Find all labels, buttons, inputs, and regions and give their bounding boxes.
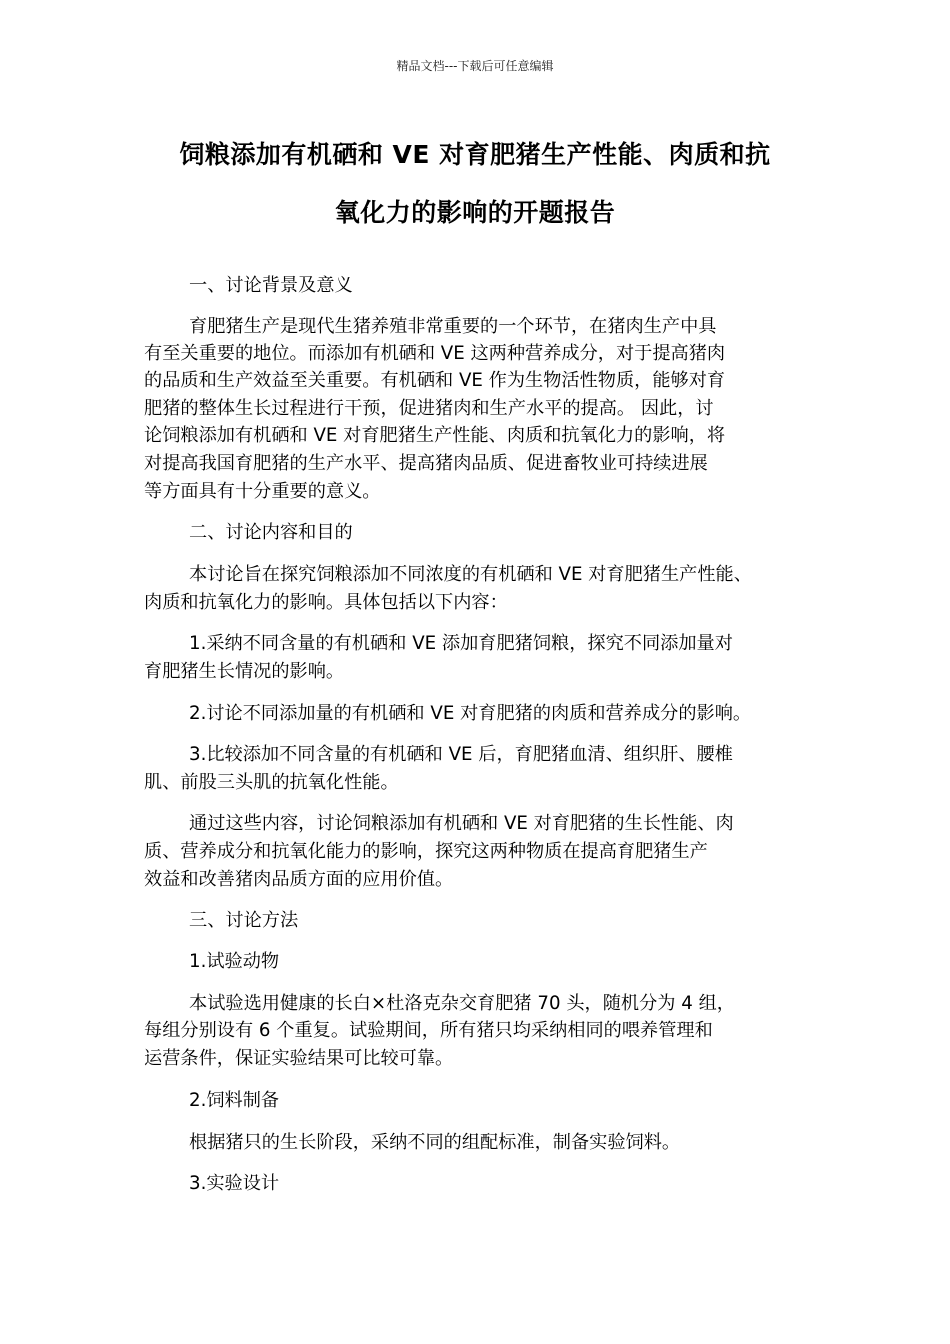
section-heading-content: 二、讨论内容和目的: [189, 522, 353, 543]
paragraph-line: 肉质和抗氧化力的影响。具体包括以下内容：: [144, 592, 508, 613]
paragraph-line: 质、营养成分和抗氧化能力的影响，探究这两种物质在提高育肥猪生产: [144, 841, 708, 862]
subsection-heading: 3.实验设计: [189, 1173, 280, 1194]
paragraph-line: 有至关重要的地位。而添加有机硒和 VE 这两种营养成分，对于提高猪肉: [144, 343, 726, 364]
paragraph-line: 本试验选用健康的长白×杜洛克杂交育肥猪 70 头，随机分为 4 组，: [189, 993, 735, 1014]
list-item-line: 育肥猪生长情况的影响。: [144, 661, 345, 682]
paragraph-line: 每组分别设有 6 个重复。试验期间，所有猪只均采纳相同的喂养管理和: [144, 1020, 713, 1041]
section-heading-background: 一、讨论背景及意义: [189, 275, 353, 296]
list-item-line: 1.采纳不同含量的有机硒和 VE 添加育肥猪饲粮，探究不同添加量对: [189, 633, 733, 654]
section-heading-methods: 三、讨论方法: [189, 910, 299, 931]
paragraph-line: 等方面具有十分重要的意义。: [144, 481, 381, 502]
page-header-watermark: 精品文档---下载后可任意编辑: [396, 59, 554, 73]
list-item-line: 肌、前股三头肌的抗氧化性能。: [144, 772, 399, 793]
subsection-heading: 2.饲料制备: [189, 1090, 280, 1111]
document-title-line-1: 饲粮添加有机硒和 VE 对育肥猪生产性能、肉质和抗: [179, 140, 771, 169]
paragraph-line: 育肥猪生产是现代生猪养殖非常重要的一个环节，在猪肉生产中具: [189, 316, 717, 337]
paragraph-line: 的品质和生产效益至关重要。有机硒和 VE 作为生物活性物质，能够对育: [144, 370, 726, 391]
paragraph-line: 根据猪只的生长阶段，采纳不同的组配标准，制备实验饲料。: [189, 1132, 681, 1153]
subsection-heading: 1.试验动物: [189, 951, 280, 972]
paragraph-line: 肥猪的整体生长过程进行干预，促进猪肉和生产水平的提高。 因此，讨: [144, 398, 714, 419]
paragraph-line: 通过这些内容，讨论饲粮添加有机硒和 VE 对育肥猪的生长性能、肉: [189, 813, 734, 834]
paragraph-line: 效益和改善猪肉品质方面的应用价值。: [144, 869, 454, 890]
list-item-line: 3.比较添加不同含量的有机硒和 VE 后，育肥猪血清、组织肝、腰椎: [189, 744, 733, 765]
document-title-line-2: 氧化力的影响的开题报告: [334, 198, 616, 227]
paragraph-line: 运营条件，保证实验结果可比较可靠。: [144, 1048, 454, 1069]
paragraph-line: 对提高我国育肥猪的生产水平、提高猪肉品质、促进畜牧业可持续进展: [144, 453, 708, 474]
list-item-line: 2.讨论不同添加量的有机硒和 VE 对育肥猪的肉质和营养成分的影响。: [189, 703, 752, 724]
paragraph-line: 论饲粮添加有机硒和 VE 对育肥猪生产性能、肉质和抗氧化力的影响，将: [144, 425, 726, 446]
paragraph-line: 本讨论旨在探究饲粮添加不同浓度的有机硒和 VE 对育肥猪生产性能、: [189, 564, 752, 585]
